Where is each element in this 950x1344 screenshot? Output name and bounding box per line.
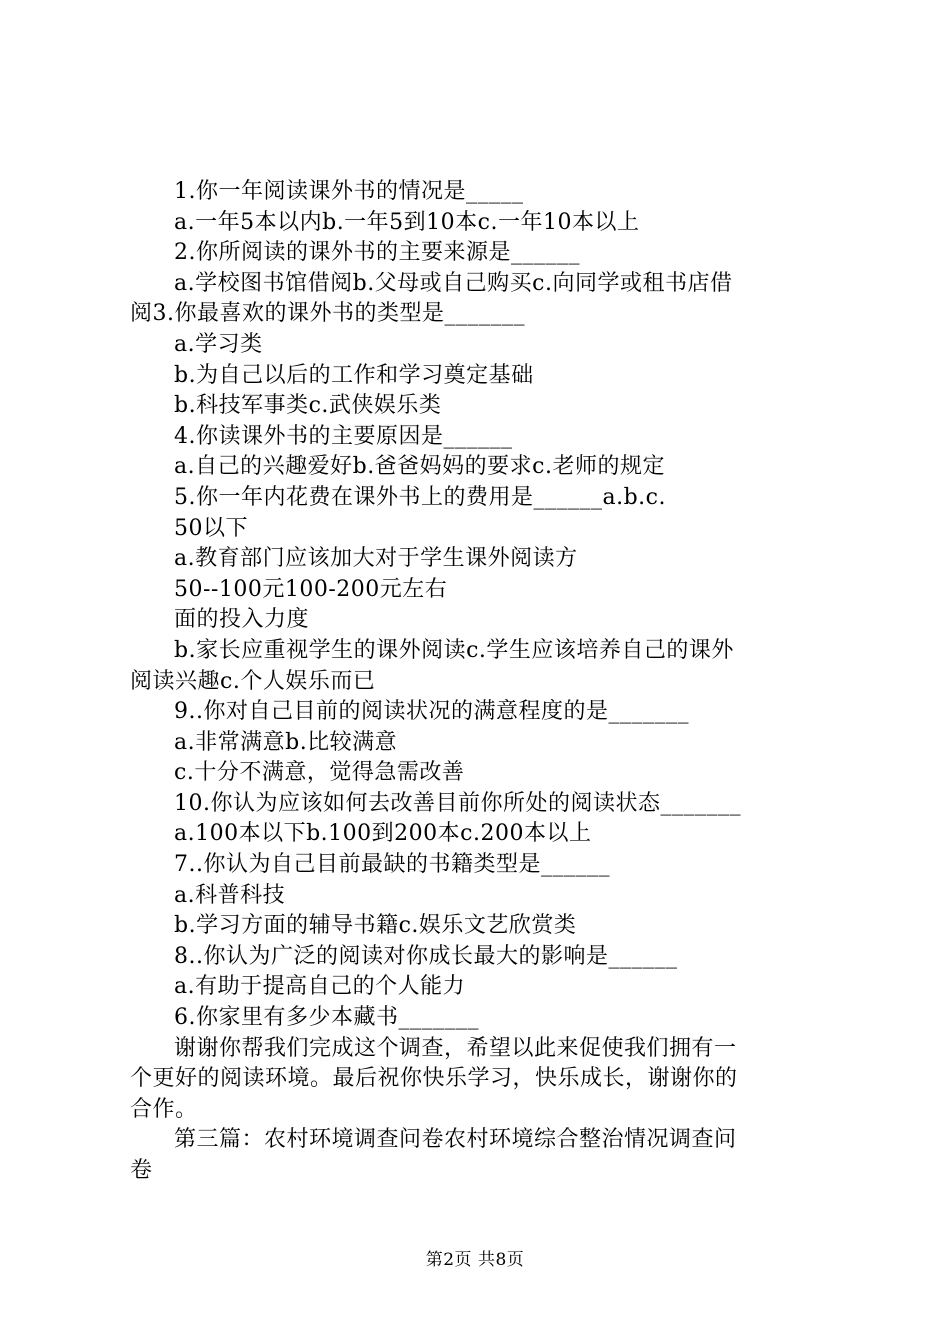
text-line: a.100本以下b.100到200本c.200本以上 xyxy=(174,821,592,847)
text-line: 5.你一年内花费在课外书上的费用是______a.b.c. xyxy=(174,484,666,510)
text-line: 8..你认为广泛的阅读对你成长最大的影响是______ xyxy=(174,943,678,969)
text-line: a.有助于提高自己的个人能力 xyxy=(174,974,466,1000)
text-line: 1.你一年阅读课外书的情况是_____ xyxy=(174,179,524,204)
text-line: 第三篇：农村环境调查问卷农村环境综合整治情况调查问 xyxy=(174,1127,737,1153)
text-line: 4.你读课外书的主要原因是______ xyxy=(174,423,513,449)
text-line: a.自己的兴趣爱好b.爸爸妈妈的要求c.老师的规定 xyxy=(174,454,666,480)
text-line: b.家长应重视学生的课外阅读c.学生应该培养自己的课外 xyxy=(174,637,734,663)
text-line: 50以下 xyxy=(174,515,248,541)
document-body xyxy=(130,177,830,1187)
page-footer: 第2页 共8页 xyxy=(425,1250,525,1270)
text-line: 10.你认为应该如何去改善目前你所处的阅读状态_______ xyxy=(174,790,741,816)
text-line: c.十分不满意，觉得急需改善 xyxy=(174,760,465,786)
text-line: b.学习方面的辅导书籍c.娱乐文艺欣赏类 xyxy=(174,913,577,939)
text-line: 合作。 xyxy=(130,1096,198,1122)
text-line: 谢谢你帮我们完成这个调查，希望以此来促使我们拥有一 xyxy=(174,1035,737,1061)
text-line: a.教育部门应该加大对于学生课外阅读方 xyxy=(174,546,578,572)
text-line: 个更好的阅读环境。最后祝你快乐学习，快乐成长，谢谢你的 xyxy=(130,1066,738,1092)
text-line: a.一年5本以内b.一年5到10本c.一年10本以上 xyxy=(174,209,640,235)
text-line: 面的投入力度 xyxy=(174,607,310,633)
text-line: 阅3.你最喜欢的课外书的类型是_______ xyxy=(130,301,525,327)
text-line: a.科普科技 xyxy=(174,882,286,908)
text-line: b.科技军事类c.武侠娱乐类 xyxy=(174,393,442,419)
text-line: a.非常满意b.比较满意 xyxy=(174,729,398,755)
text-line: 卷 xyxy=(130,1158,153,1183)
text-line: 2.你所阅读的课外书的主要来源是______ xyxy=(174,240,580,266)
text-line: b.为自己以后的工作和学习奠定基础 xyxy=(174,362,534,388)
text-line: 6.你家里有多少本藏书_______ xyxy=(174,1005,479,1031)
text-line: a.学校图书馆借阅b.父母或自己购买c.向同学或租书店借 xyxy=(174,270,733,296)
text-line: 阅读兴趣c.个人娱乐而已 xyxy=(130,668,376,694)
text-line: 9..你对自己目前的阅读状况的满意程度的是_______ xyxy=(174,699,689,725)
text-line: a.学习类 xyxy=(174,331,263,357)
text-line: 50--100元100-200元左右 xyxy=(174,576,448,602)
text-line: 7..你认为自己目前最缺的书籍类型是______ xyxy=(174,852,610,878)
